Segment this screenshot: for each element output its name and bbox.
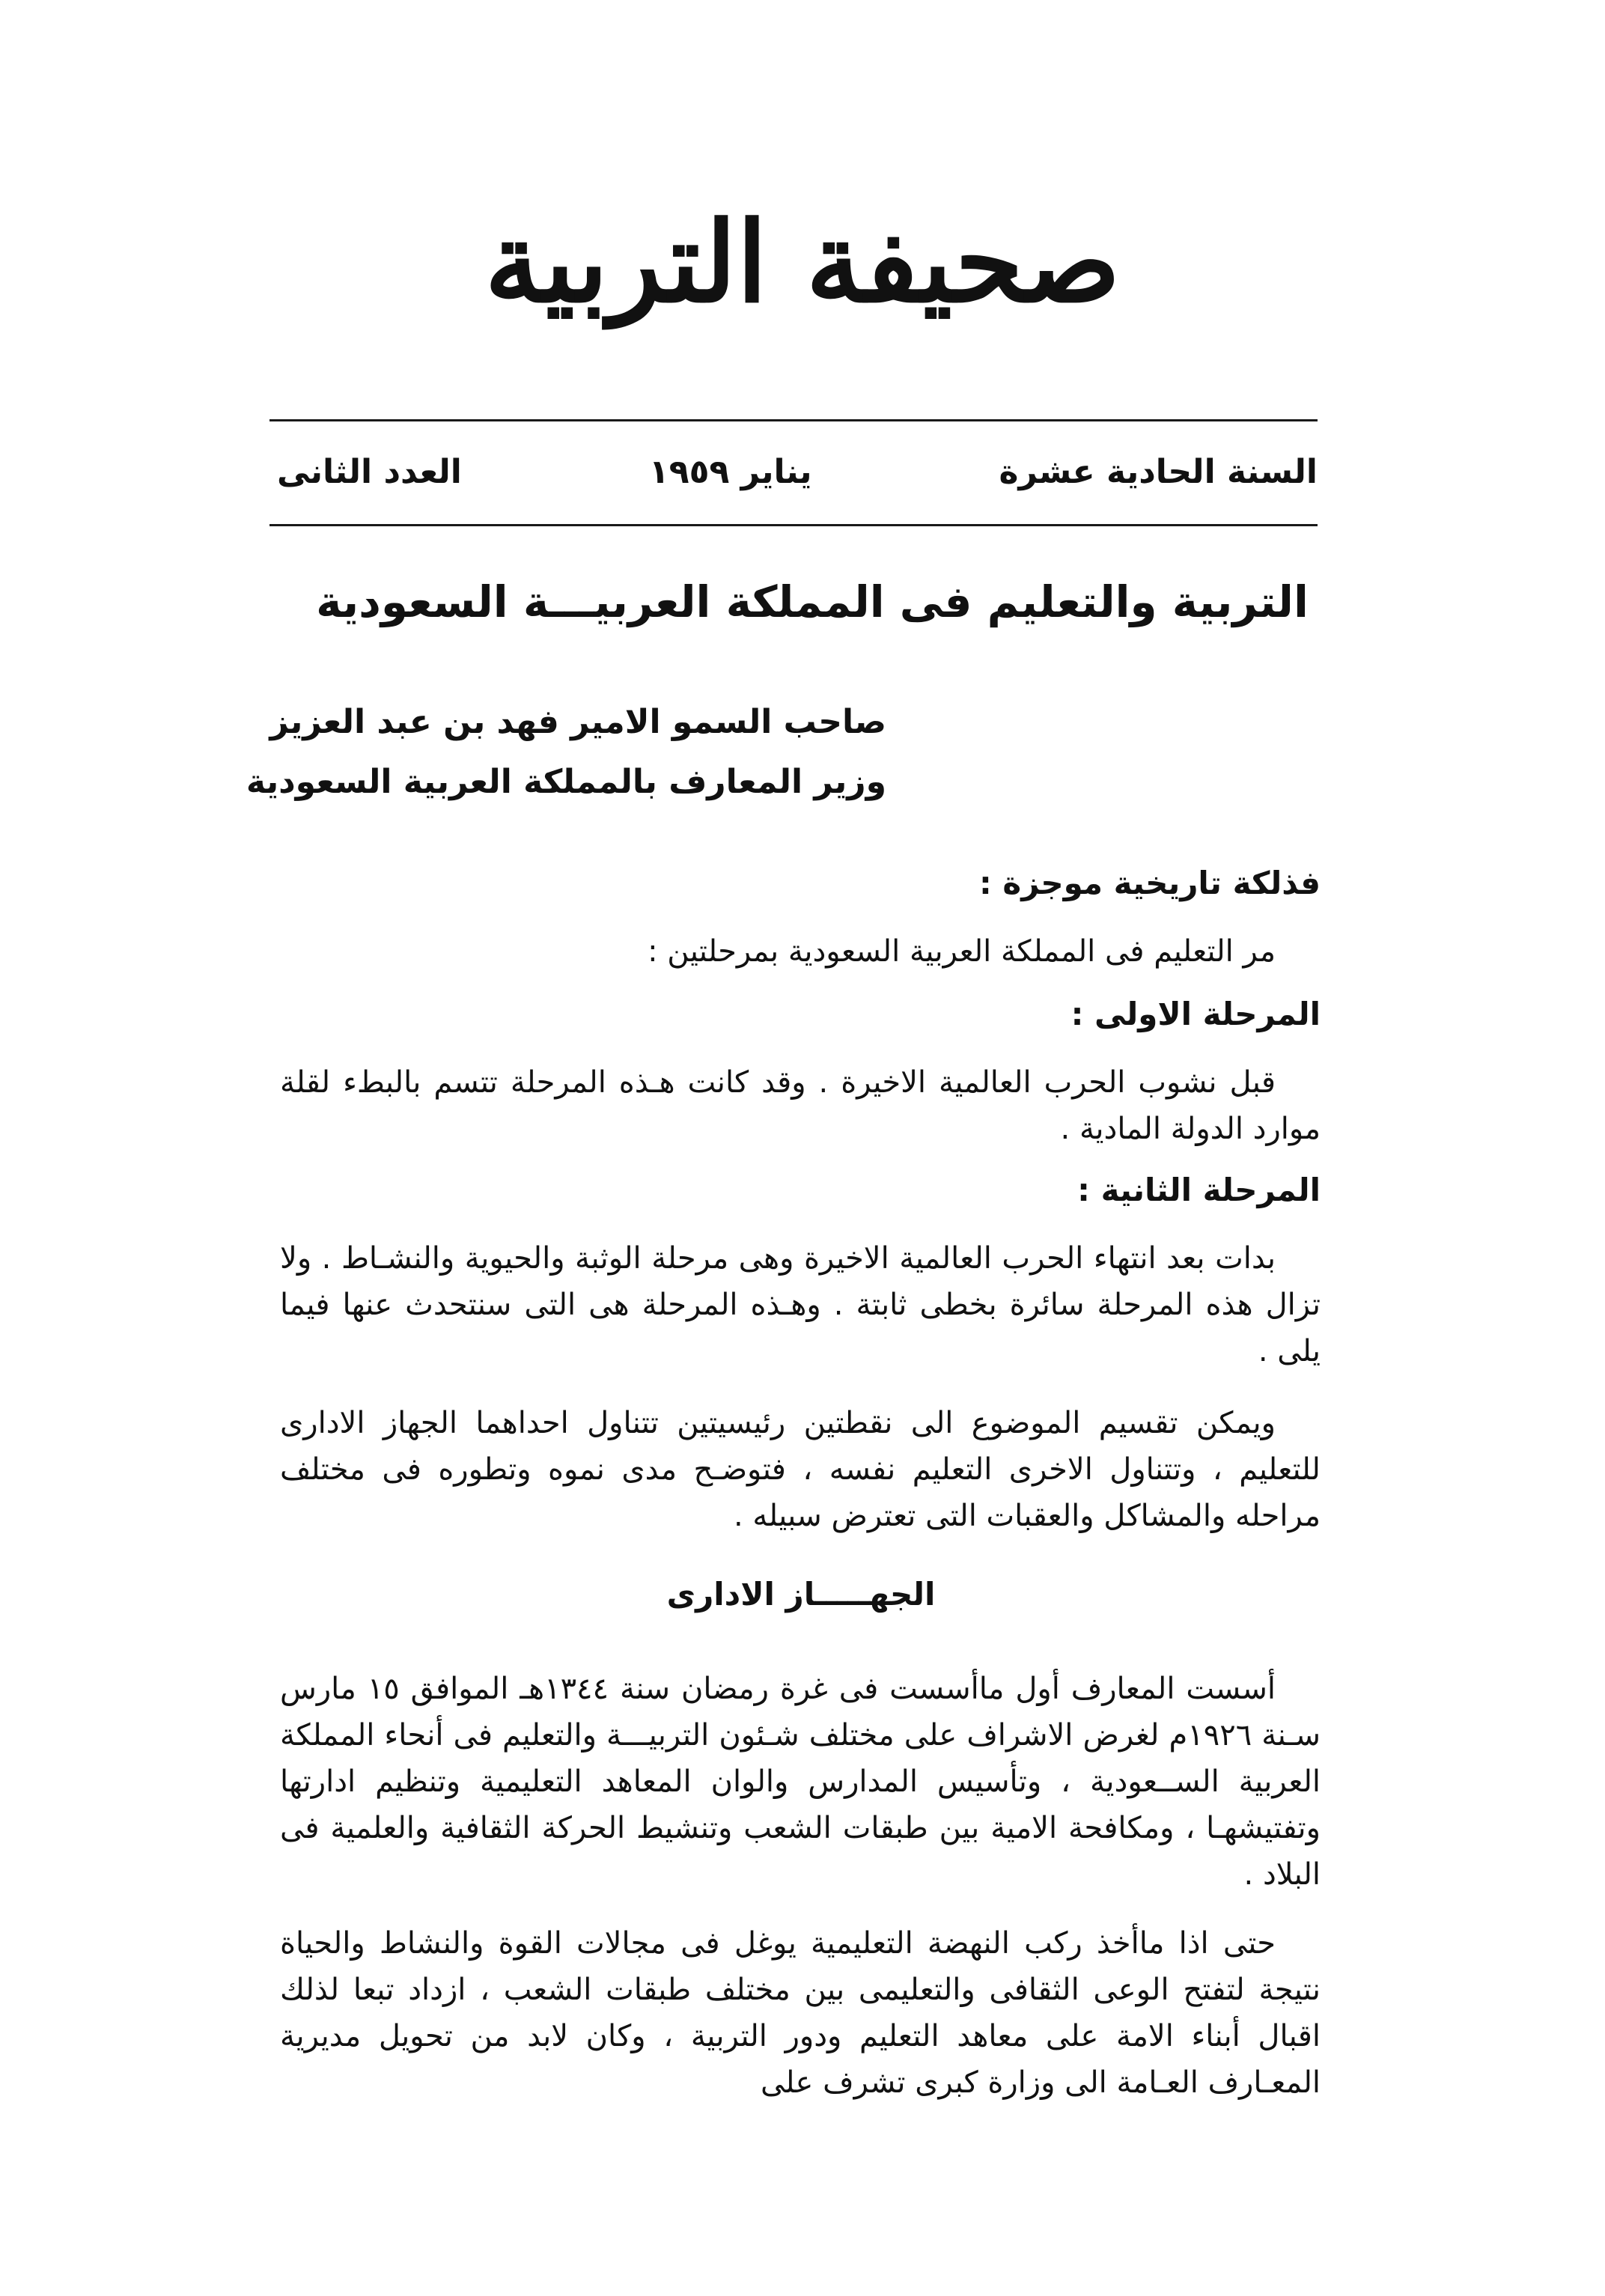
history-heading: فذلكة تاريخية موجزة :: [979, 865, 1321, 901]
top-rule: [269, 419, 1318, 421]
admin-text-2: حتى اذا ماأخذ ركب النهضة التعليمية يوغل فى مجالات القوة والنشاط والحياة نتيجة لتفتح الوعى الثقافى والتعليمى بين مختلف طبقات الشعب ، ازداد تبعا لذلك اقبال أبناء الامة على معاهد التعليم ودور التربية ، وكان لابد من تحويل مديرية المعـارف العـامة الى وزارة كبرى تشرف على: [280, 1926, 1321, 2100]
history-intro: مر التعليم فى المملكة العربية السعودية بمرحلتين :: [648, 934, 1276, 969]
stage2-heading: المرحلة الثانية :: [1077, 1172, 1321, 1208]
stage1-heading: المرحلة الاولى :: [1070, 996, 1321, 1032]
article-title: التربية والتعليم فى المملكة العربيـــة السعودية: [316, 576, 1309, 627]
issue-date: يناير ١٩٥٩: [648, 452, 812, 491]
admin-heading: الجهـــــاز الادارى: [666, 1576, 936, 1613]
issue-bar: [277, 438, 1318, 505]
author-block: [213, 692, 886, 812]
admin-text-1: أسست المعارف أول ماأسست فى غرة رمضان سنة ١٣٤٤هـ الموافق ١٥ مارس سـنة ١٩٢٦م لغرض الاشراف على مختلف شـئون التربيـــة والتعليم فى أنحاء المملكة العربية الســعودية ، وتأسيس المدارس والوان المعاهد التعليمية وتنظيم ادارتها وتفتيشهـا ، ومكافحة الامية بين طبقات الشعب وتنشيط الحركة الثقافية والعلمية فى البلاد .: [280, 1672, 1321, 1892]
bottom-rule: [269, 524, 1318, 526]
issue-year: السنة الحادية عشرة: [999, 452, 1318, 491]
masthead-logo: [449, 172, 1156, 352]
masthead-title: صحيفة التربية: [484, 197, 1121, 327]
author-name: صاحب السمو الامير فهد بن عبد العزيز: [269, 703, 886, 741]
stage1-text: قبل نشوب الحرب العالمية الاخيرة . وقد كانت هـذه المرحلة تتسم بالبطء لقلة موارد الدولة المادية .: [280, 1065, 1321, 1146]
division-text: ويمكن تقسيم الموضوع الى نقطتين رئيسيتين تتناول احداهما الجهاز الادارى للتعليم ، وتتناول الاخرى التعليم نفسه ، فتوضـح مدى نموه وتطوره فى مختلف مراحله والمشاكل والعقبات التى تعترض سبيله .: [280, 1406, 1321, 1533]
stage2-text: بدات بعد انتهاء الحرب العالمية الاخيرة وهى مرحلة الوثبة والحيوية والنشـاط . ولا تزال هذه المرحلة سائرة بخطى ثابتة . وهـذه المرحلة هى التى سنتحدث عنها فيما يلى .: [280, 1241, 1321, 1368]
author-position: وزير المعارف بالمملكة العربية السعودية: [246, 763, 886, 801]
issue-number: العدد الثانى: [277, 452, 462, 491]
